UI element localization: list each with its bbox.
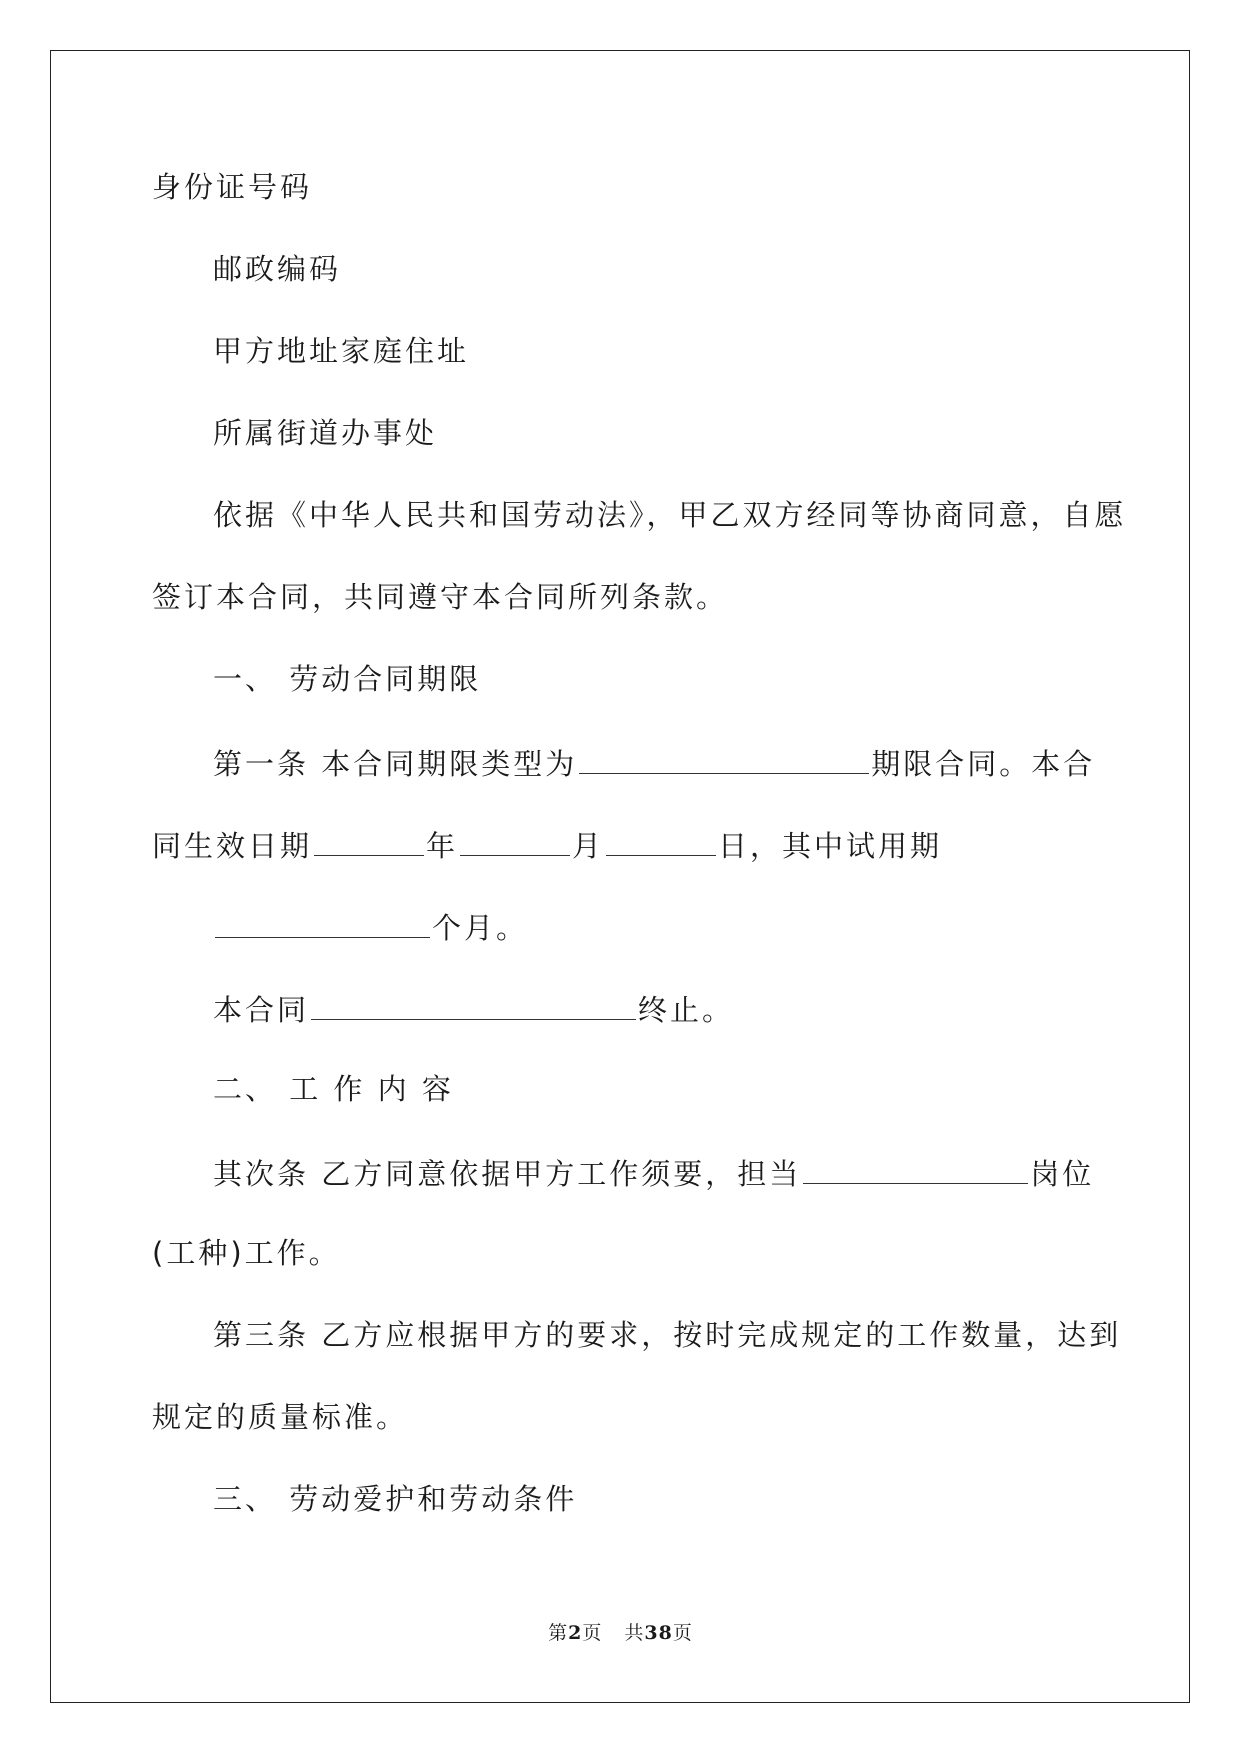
section-2-heading: 二、 工 作 内 容 [213,1072,454,1106]
day-blank[interactable] [606,829,716,856]
article-2-text-b: 岗位 [1030,1157,1095,1191]
id-number-label: 身份证号码 [152,170,313,204]
probation-months-blank[interactable] [215,911,430,938]
position-blank[interactable] [803,1157,1028,1184]
street-office-label: 所属街道办事处 [213,416,438,450]
probation-line [213,911,528,943]
employer-address-label: 甲方地址家庭住址 [213,334,470,368]
article-1-line-2 [152,829,942,861]
page-number: 2 [568,1622,583,1644]
footer-total-prefix: 共 [624,1622,645,1644]
page-unit: 页 [582,1622,603,1644]
termination-text-b: 终止。 [638,993,735,1027]
postal-code-label: 邮政编码 [213,252,342,286]
preamble-line-2: 签订本合同，共同遵守本合同所列条款。 [152,580,729,614]
page-border [50,50,1190,1703]
article-2-text-a: 其次条 乙方同意依据甲方工作须要，担当 [213,1157,802,1191]
article-3-line-1: 第三条 乙方应根据甲方的要求，按时完成规定的工作数量，达到 [213,1318,1122,1352]
year-blank[interactable] [314,829,424,856]
months-label: 个月。 [432,911,529,945]
contract-type-blank[interactable] [579,747,869,774]
total-unit: 页 [672,1622,693,1644]
total-pages: 38 [644,1622,673,1644]
section-3-heading: 三、 劳动爱护和劳动条件 [213,1482,578,1516]
section-1-heading: 一、 劳动合同期限 [213,662,482,696]
page-footer [0,1618,1241,1645]
termination-text-a: 本合同 [213,993,310,1027]
article-1-text-a: 第一条 本合同期限类型为 [213,747,578,781]
termination-line [213,993,734,1025]
year-label: 年 [426,829,459,863]
article-2-line-1 [213,1157,1094,1189]
article-1-text-b: 期限合同。本合 [871,747,1096,781]
month-blank[interactable] [460,829,570,856]
probation-label: 日，其中试用期 [718,829,943,863]
footer-prefix: 第 [548,1622,569,1644]
article-1-line-1 [213,747,1095,779]
article-3-line-2: 规定的质量标准。 [152,1400,409,1434]
preamble-line-1: 依据《中华人民共和国劳动法》，甲乙双方经同等协商同意，自愿 [213,498,1127,532]
month-label: 月 [572,829,605,863]
termination-blank[interactable] [311,993,636,1020]
article-2-line-2: (工种)工作。 [152,1236,341,1270]
effective-date-label: 同生效日期 [152,829,313,863]
